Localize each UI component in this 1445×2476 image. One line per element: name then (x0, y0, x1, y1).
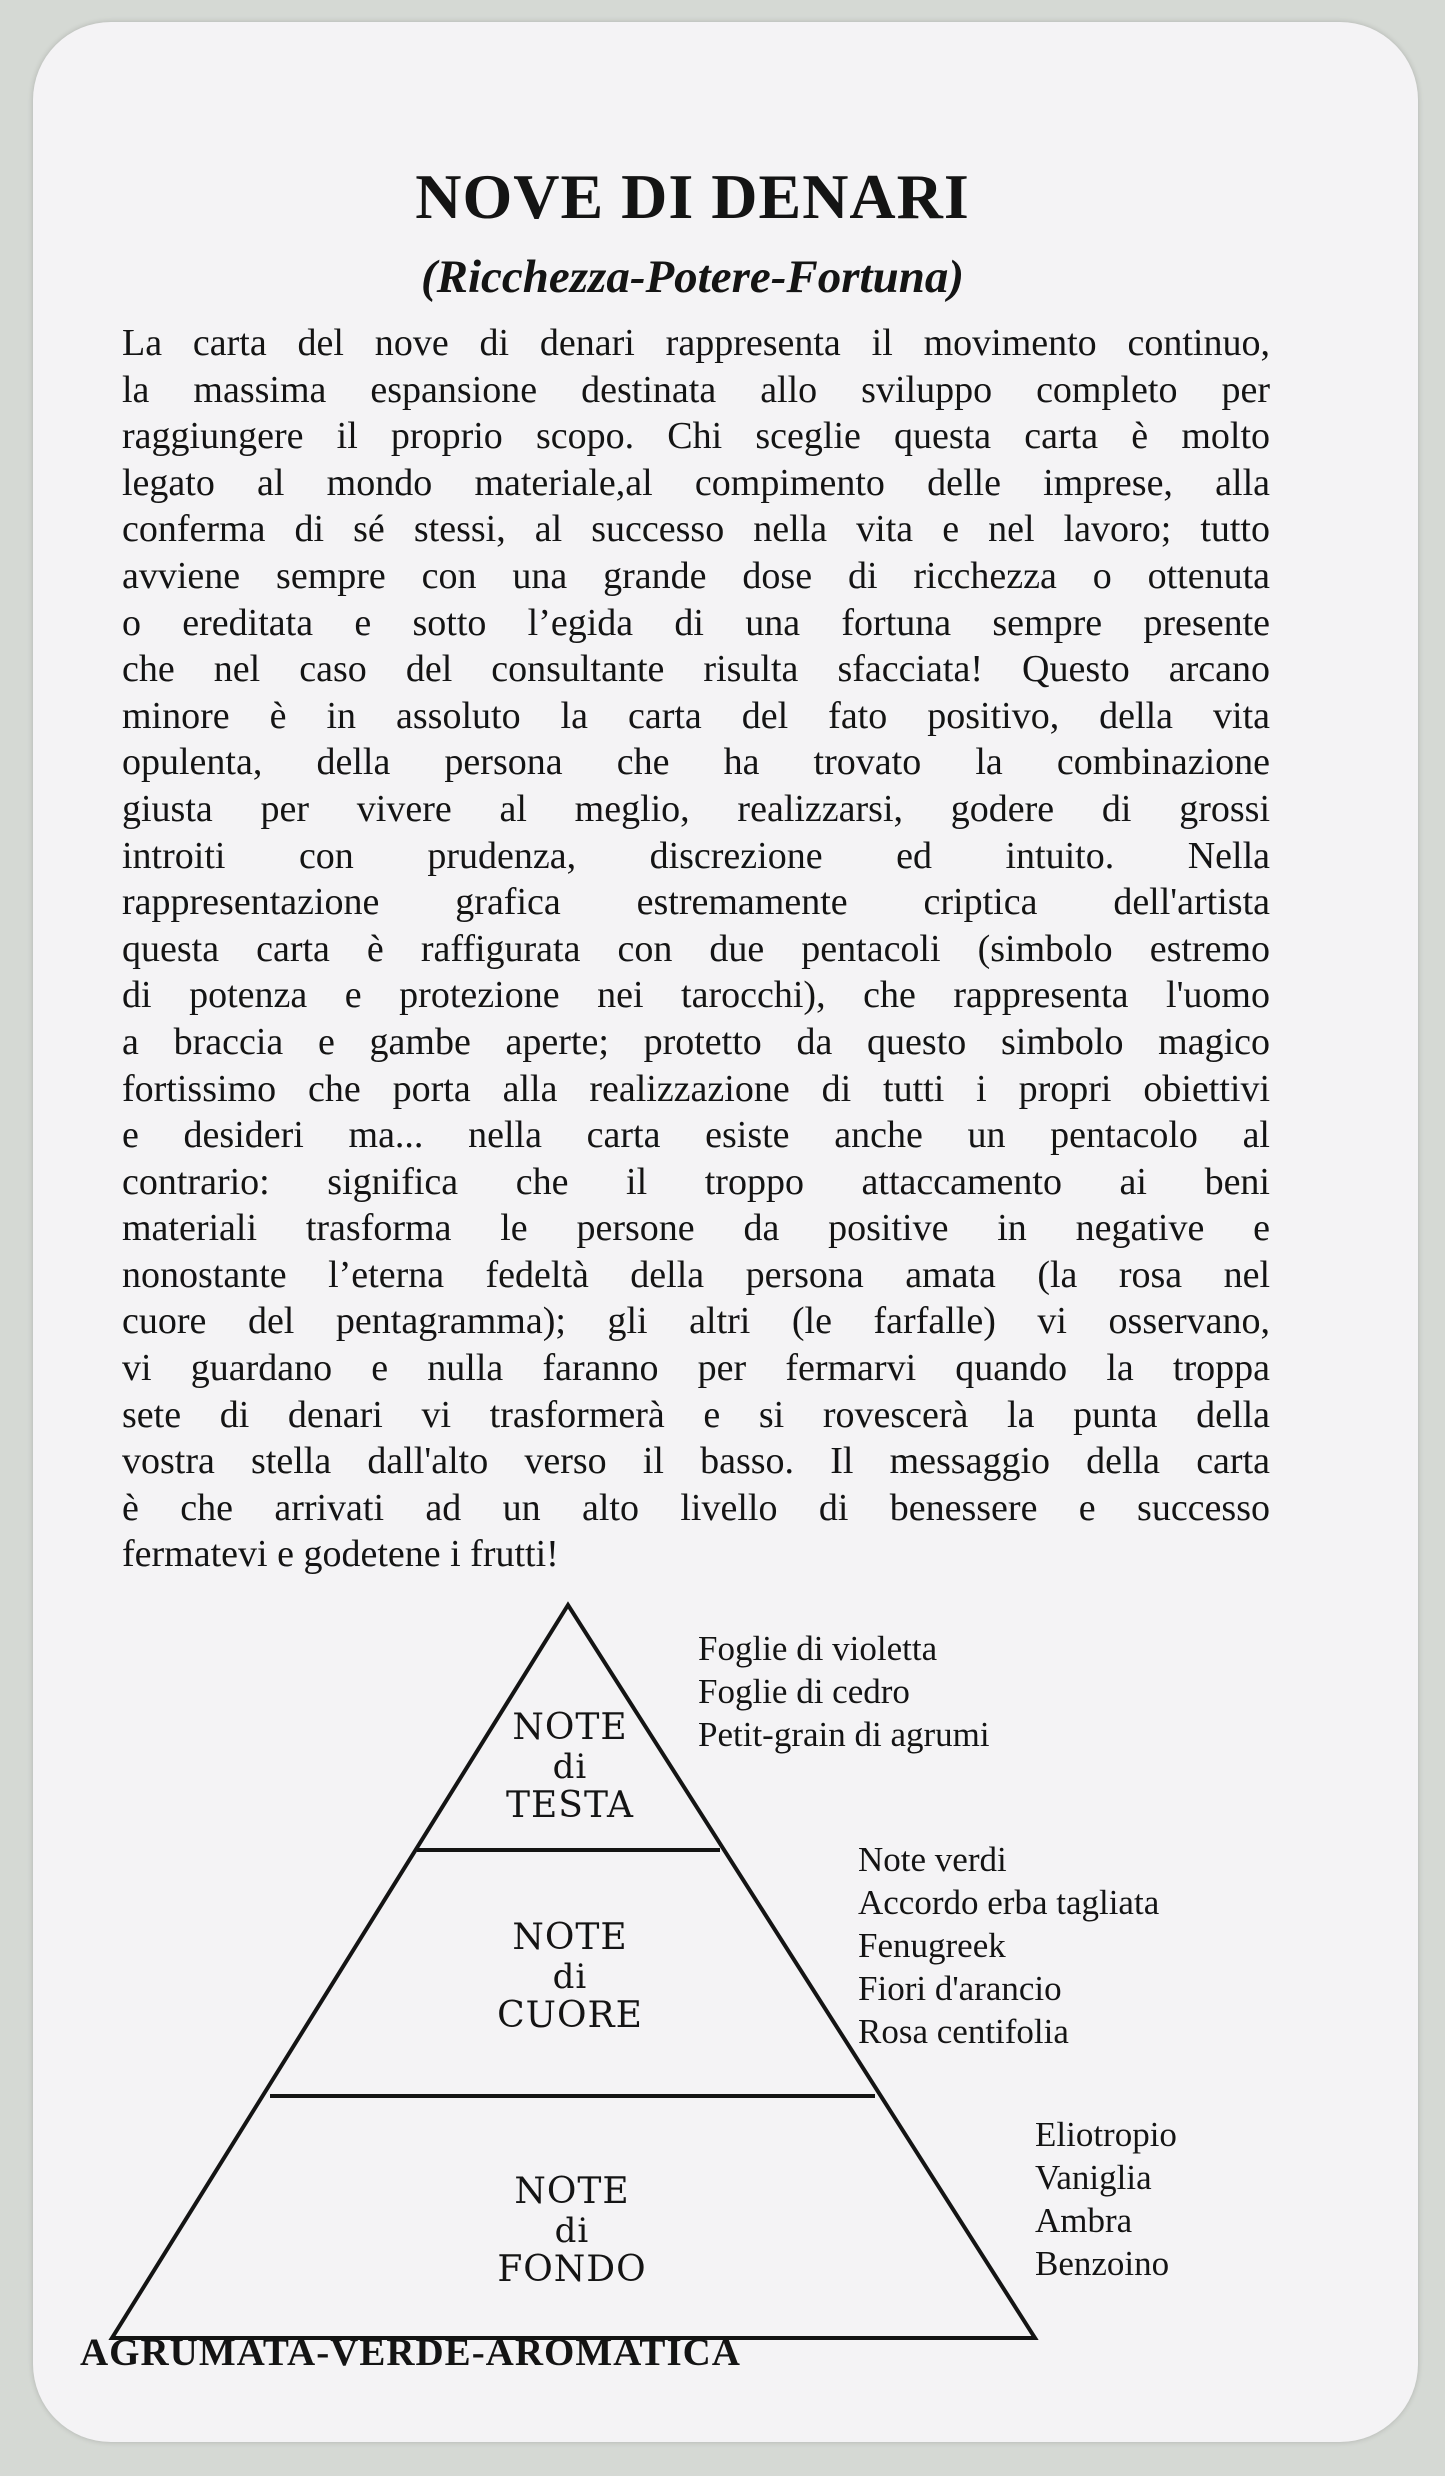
heart-note: Rosa centifolia (858, 2012, 1069, 2051)
heart-note: Fiori d'arancio (858, 1969, 1062, 2008)
tier-bottom-line2: di (554, 2211, 590, 2251)
description-line: conferma di sé stessi, al successo nella vita e nel lavoro; tutto (122, 508, 1270, 551)
tier-top-line1: NOTE (512, 1707, 628, 1748)
description-line: avviene sempre con una grande dose di ricchezza o ottenuta (122, 554, 1270, 597)
top-note: Foglie di violetta (698, 1629, 938, 1668)
description-line: introiti con prudenza, discrezione ed intuito. Nella (122, 834, 1270, 877)
description-line: sete di denari vi trasformerà e si rovescerà la punta della (122, 1393, 1270, 1436)
description-line: vostra stella dall'alto verso il basso. Il messaggio della carta (122, 1440, 1270, 1483)
base-note: Benzoino (1035, 2244, 1170, 2283)
description-line: rappresentazione grafica estremamente criptica dell'artista (122, 881, 1270, 924)
description-line: opulenta, della persona che ha trovato la combinazione (122, 741, 1270, 784)
description-line: e desideri ma... nella carta esiste anche un pentacolo al (122, 1114, 1270, 1157)
description-line: è che arrivati ad un alto livello di benessere e successo (122, 1486, 1270, 1529)
base-notes-list (1035, 2113, 1177, 2285)
description-line: nonostante l’eterna fedeltà della persona amata (la rosa nel (122, 1253, 1270, 1296)
tier-middle-line3: CUORE (497, 1995, 643, 2036)
description-line: fortissimo che porta alla realizzazione di tutti i propri obiettivi (122, 1067, 1270, 1110)
description-line: la massima espansione destinata allo sviluppo completo per (122, 368, 1270, 411)
tier-bottom-line3: FONDO (497, 2249, 647, 2290)
description-line: giusta per vivere al meglio, realizzarsi, godere di grossi (122, 787, 1270, 830)
tier-top-label (440, 1708, 700, 1826)
description-line: cuore del pentagramma); gli altri (le farfalle) vi osservano, (122, 1300, 1270, 1343)
tier-middle-label (440, 1918, 700, 2036)
description-line: materiali trasforma le persone da positive in negative e (122, 1207, 1270, 1250)
description-line: contrario: significa che il troppo attaccamento ai beni (122, 1160, 1270, 1203)
description-line: La carta del nove di denari rappresenta il movimento continuo, (122, 322, 1270, 364)
fragrance-family: AGRUMATA-VERDE-AROMATICA (80, 2331, 741, 2374)
heart-note: Fenugreek (858, 1926, 1006, 1965)
top-note: Petit-grain di agrumi (698, 1715, 990, 1754)
tier-bottom-label (442, 2172, 702, 2290)
base-note: Eliotropio (1035, 2115, 1177, 2154)
base-note: Vaniglia (1035, 2158, 1152, 2197)
description-line: minore è in assoluto la carta del fato positivo, della vita (122, 694, 1270, 737)
description-line: vi guardano e nulla faranno per fermarvi quando la troppa (122, 1347, 1270, 1390)
description-line: fermatevi e godetene i frutti! (122, 1533, 559, 1576)
tier-middle-line1: NOTE (512, 1917, 628, 1958)
card-title: NOVE DI DENARI (415, 161, 970, 232)
description-line: o ereditata e sotto l’egida di una fortuna sempre presente (122, 601, 1270, 644)
tier-middle-line2: di (552, 1957, 588, 1997)
card-subtitle: (Ricchezza-Potere-Fortuna) (420, 251, 965, 303)
description-line: a braccia e gambe aperte; protetto da questo simbolo magico (122, 1020, 1270, 1063)
tier-top-line2: di (552, 1747, 588, 1787)
heart-note: Accordo erba tagliata (858, 1883, 1160, 1922)
base-note: Ambra (1035, 2201, 1133, 2240)
description-line: legato al mondo materiale,al compimento delle imprese, alla (122, 461, 1270, 504)
top-note: Foglie di cedro (698, 1672, 910, 1711)
heart-notes-list (858, 1838, 1159, 2053)
tier-top-line3: TESTA (506, 1785, 634, 1826)
description-line: raggiungere il proprio scopo. Chi sceglie questa carta è molto (122, 415, 1270, 458)
heart-note: Note verdi (858, 1840, 1007, 1879)
description-line: questa carta è raffigurata con due pentacoli (simbolo estremo (122, 927, 1270, 970)
description-line: che nel caso del consultante risulta sfacciata! Questo arcano (122, 648, 1270, 691)
tier-bottom-line1: NOTE (514, 2171, 630, 2212)
top-notes-list (698, 1627, 990, 1756)
description-line: di potenza e protezione nei tarocchi), che rappresenta l'uomo (122, 974, 1270, 1017)
